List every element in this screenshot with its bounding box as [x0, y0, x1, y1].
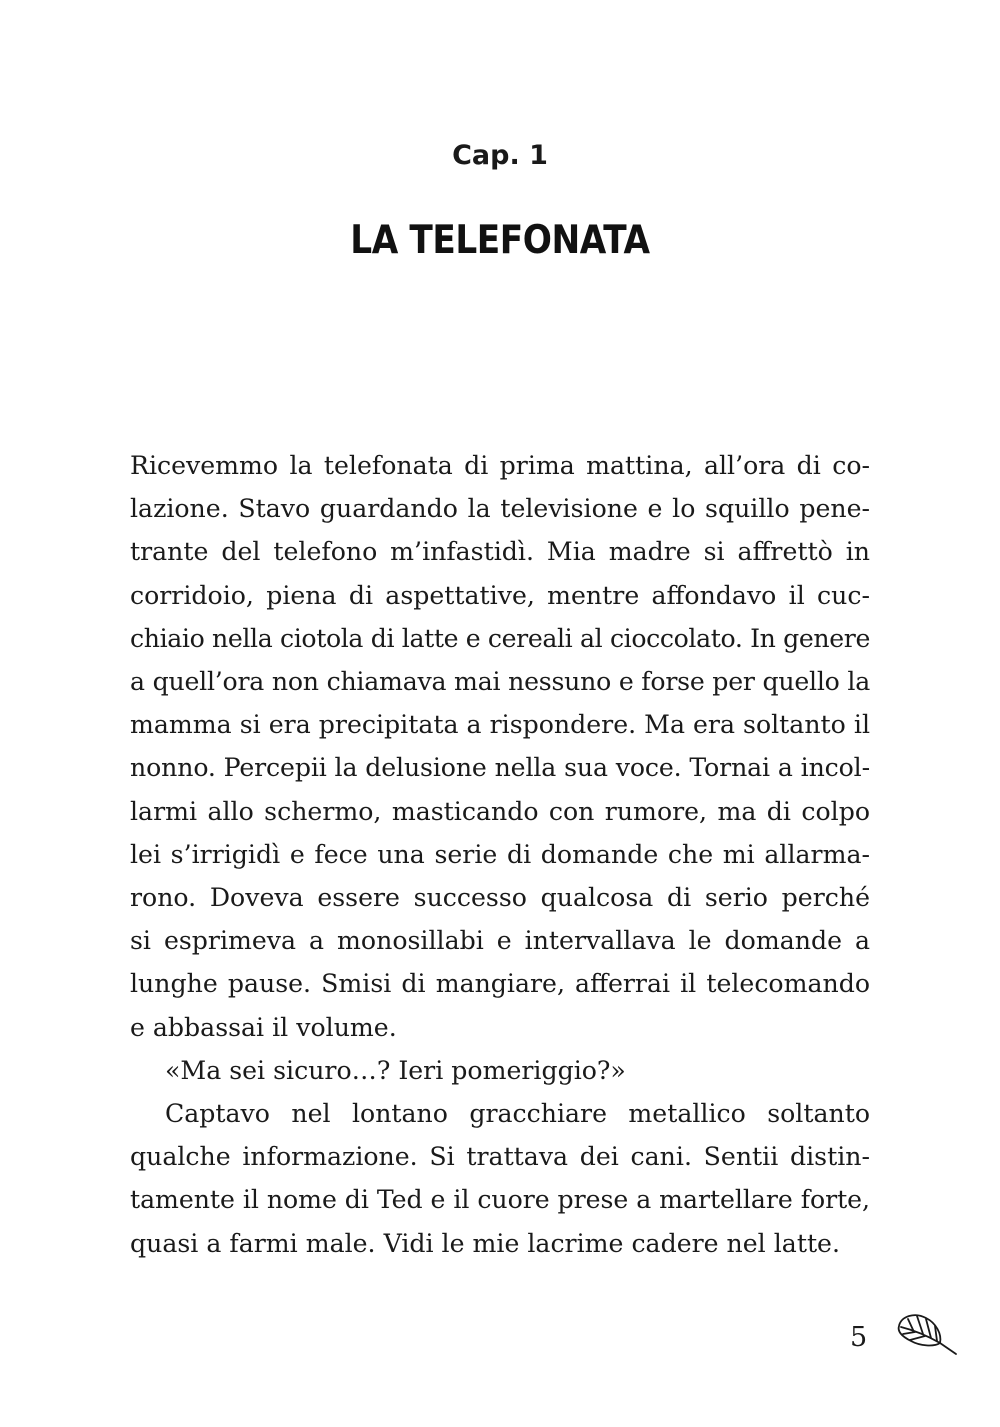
text-line: rono. Doveva essere successo qualcosa di serio perché [130, 883, 870, 913]
text-line: chiaio nella ciotola di latte e cereali al cioccolato. In genere [130, 623, 870, 653]
leaf-icon [893, 1310, 959, 1356]
text-line: e abbassai il volume. [130, 1012, 397, 1042]
text-line: lei s’irrigidì e fece una serie di domande che mi allarma- [130, 839, 870, 869]
page-number: 5 [850, 1322, 868, 1353]
text-line: tamente il nome di Ted e il cuore prese a martellare forte, [130, 1185, 870, 1215]
text-line: Ricevemmo la telefonata di prima mattina, all’ora di co- [130, 451, 870, 480]
text-line: qualche informazione. Si trattava dei cani. Sentii distin- [130, 1142, 870, 1172]
text-line: corridoio, piena di aspettative, mentre affondavo il cuc- [130, 580, 870, 610]
body-text [130, 444, 870, 1265]
text-line: lunghe pause. Smisi di mangiare, afferrai il telecomando [130, 969, 870, 999]
text-line: trante del telefono m’infastidì. Mia madre si affrettò in [130, 537, 870, 567]
text-line: si esprimeva a monosillabi e intervallava le domande a [130, 926, 870, 956]
text-line: Captavo nel lontano gracchiare metallico soltanto [165, 1099, 870, 1129]
text-line: a quell’ora non chiamava mai nessuno e forse per quello la [130, 667, 870, 697]
chapter-title: LA TELEFONATA [350, 218, 650, 263]
text-line: lazione. Stavo guardando la televisione e lo squillo pene- [130, 494, 870, 524]
text-line: nonno. Percepii la delusione nella sua voce. Tornai a incol- [130, 753, 870, 783]
chapter-label: Cap. 1 [452, 140, 548, 171]
text-line: quasi a farmi male. Vidi le mie lacrime cadere nel latte. [130, 1228, 840, 1258]
text-line: larmi allo schermo, masticando con rumore, ma di colpo [130, 796, 870, 826]
dialogue-line: «Ma sei sicuro…? Ieri pomeriggio?» [165, 1055, 626, 1085]
text-line: mamma si era precipitata a rispondere. Ma era soltanto il [130, 710, 870, 740]
